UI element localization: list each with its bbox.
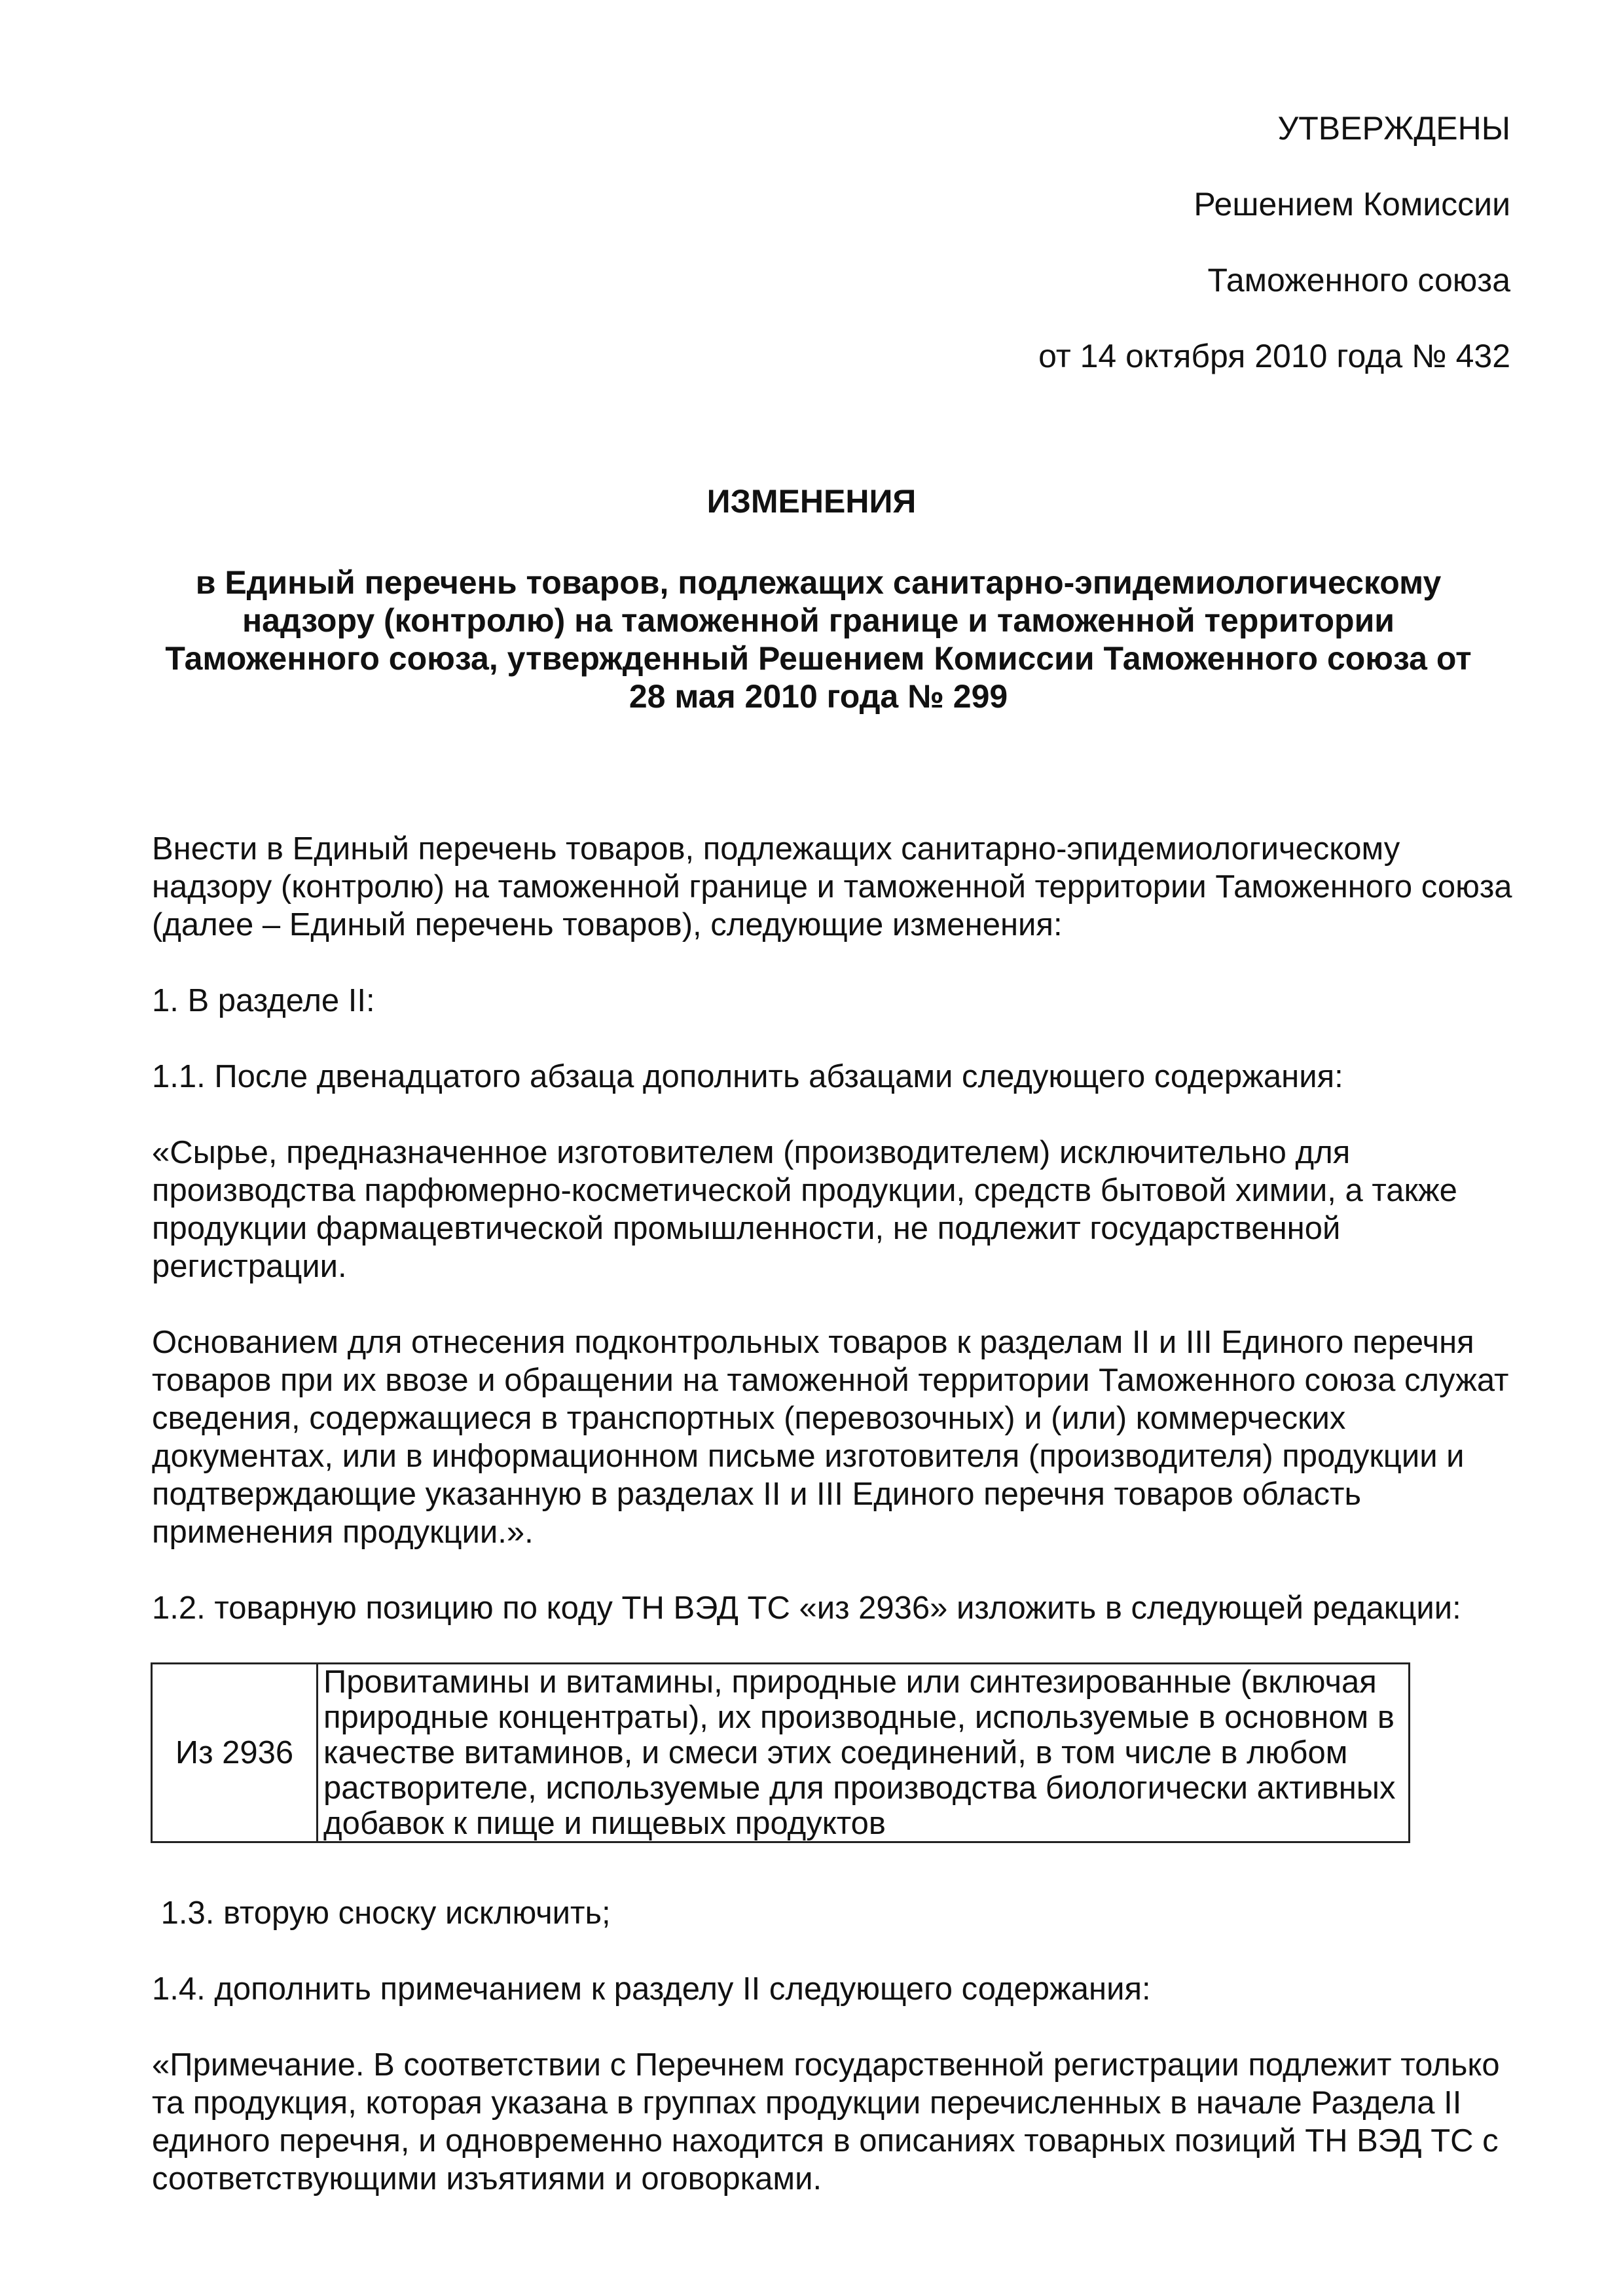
table-code-cell: Из 2936: [152, 1664, 318, 1842]
approval-line-4: от 14 октября 2010 года № 432: [1038, 338, 1510, 374]
note-paragraph: «Примечание. В соответствии с Перечнем государственной регистрации подлежит только та продукция, которая указана в группах продукции перечисленных в начале Раздела II единого перечня, и одновременно находится в описаниях товарных позиций ТН ВЭД ТС с соответствующими изъятиями и оговорками.: [152, 2047, 1500, 2197]
intro-paragraph: Внести в Единый перечень товаров, подлежащих санитарно-эпидемиологическому надзору (контролю) на таможенной границе и таможенной территории Таможенного союза (далее – Единый перечень товаров), следующие изменения:: [152, 831, 1512, 942]
document-title: ИЗМЕНЕНИЯ: [706, 483, 917, 520]
approval-line-1: УТВЕРЖДЕНЫ: [1277, 110, 1510, 147]
document-subtitle: в Единый перечень товаров, подлежащих санитарно-эпидемиологическому надзору (контролю) на таможенной границе и таможенной территории Таможенного союза, утвержденный Решением Комиссии Таможенного союза от 28 мая 2010 года № 299: [165, 564, 1472, 715]
item-1-2: 1.2. товарную позицию по коду ТН ВЭД ТС «из 2936» изложить в следующей редакции:: [152, 1590, 1461, 1626]
product-table: [151, 1662, 1410, 1843]
table-description-cell: Провитамины и витамины, природные или синтезированные (включая природные концентраты), их производные, используемые в основном в качестве витаминов, и смеси этих соединений, в том числе в любом растворителе, используемые для производства биологически активных добавок к пище и пищевых продуктов: [318, 1664, 1410, 1842]
quote-paragraph-1: «Сырье, предназначенное изготовителем (производителем) исключительно для производства парфюмерно-косметической продукции, средств бытовой химии, а также продукции фармацевтической промышленности, не подлежит государственной регистрации.: [152, 1135, 1457, 1284]
item-1-4: 1.4. дополнить примечанием к разделу II следующего содержания:: [152, 1971, 1151, 2007]
item-1: 1. В разделе II:: [152, 983, 375, 1018]
table-row: [152, 1664, 1410, 1842]
item-1-1: 1.1. После двенадцатого абзаца дополнить абзацами следующего содержания:: [152, 1059, 1343, 1094]
item-1-3: 1.3. вторую сноску исключить;: [152, 1895, 611, 1931]
approval-line-2: Решением Комиссии: [1194, 186, 1510, 223]
quote-paragraph-2: Основанием для отнесения подконтрольных товаров к разделам II и III Единого перечня товаров при их ввозе и обращении на таможенной территории Таможенного союза служат сведения, содержащиеся в транспортных (перевозочных) и (или) коммерческих документах, или в информационном письме изготовителя (производителя) продукции и подтверждающие указанную в разделах II и III Единого перечня товаров область применения продукции.».: [152, 1325, 1509, 1550]
approval-line-3: Таможенного союза: [1207, 262, 1510, 298]
